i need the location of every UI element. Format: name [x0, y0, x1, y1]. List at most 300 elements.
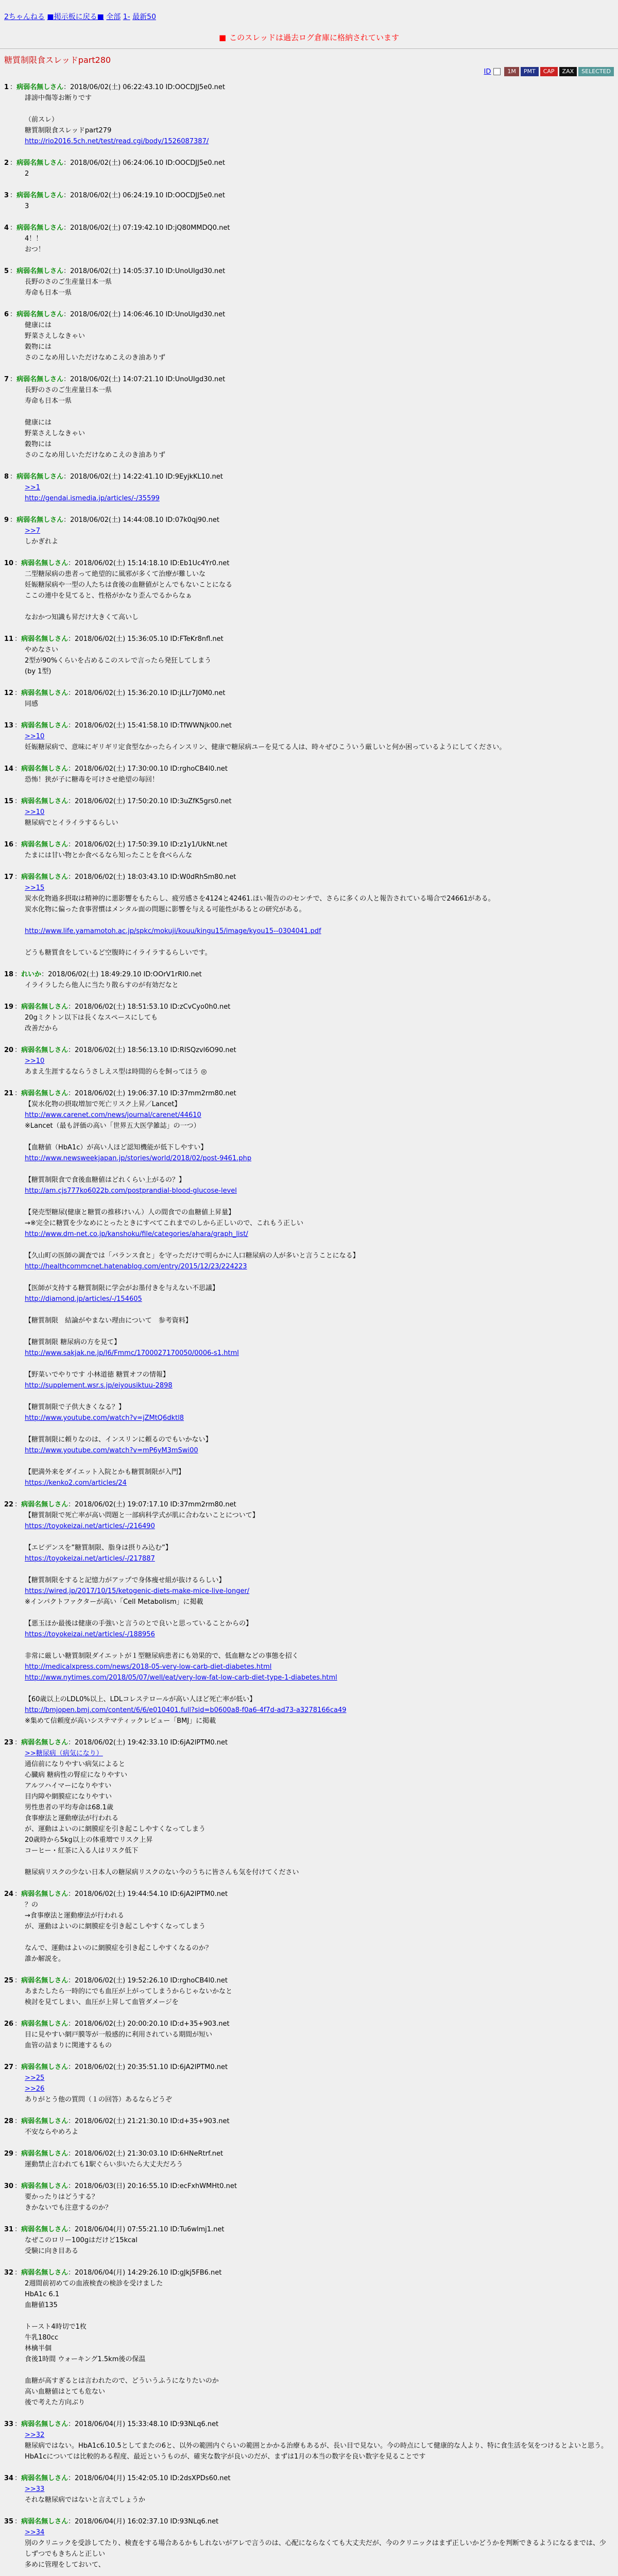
post-number[interactable]: 3: [4, 192, 9, 199]
post-header: 34 ：病弱名無しさん：2018/06/04(月) 15:42:05.10 ID:2dsXPDs60.net: [4, 2475, 231, 2482]
post-line: 長野のさのご生産量日本一県: [25, 278, 112, 286]
post: [4, 158, 612, 179]
post-body: [25, 2192, 612, 2213]
post-body: [25, 1012, 612, 1034]
post-meta: ：2018/06/02(土) 14:06:46.10 ID:UnoUIgd30.net: [63, 311, 226, 318]
post-number[interactable]: 19: [4, 1003, 14, 1011]
poster-name: 病弱名無しさん: [16, 267, 64, 275]
post-number[interactable]: 6: [4, 311, 9, 318]
post-line: （前スレ）: [25, 116, 59, 124]
post-link[interactable]: >>1: [25, 484, 41, 492]
post-line: 男性患者の平均寿命は68.1歳: [25, 1804, 113, 1811]
post-line: 2: [25, 170, 29, 178]
poster-name: 病弱名無しさん: [16, 159, 64, 167]
post-number[interactable]: 13: [4, 722, 14, 730]
warning-mark-icon: ■: [218, 33, 227, 42]
post-line: 健康には: [25, 321, 52, 329]
poster-name: 病弱名無しさん: [21, 2269, 68, 2277]
post-meta: ：2018/06/02(土) 06:22:43.10 ID:OOCDJJ5e0.net: [63, 83, 225, 91]
post: [4, 688, 612, 709]
post: [4, 872, 612, 958]
post-line: ※Lancet（最も評価の高い「世界五大医学雑誌」の一つ）: [25, 1122, 200, 1130]
post-line: 【糖質制限で子供大きくなる？】: [25, 1403, 126, 1411]
toolbar-button-1m[interactable]: 1M: [504, 67, 519, 76]
post-meta: ：2018/06/02(土) 15:41:58.10 ID:TfWWNjk00.net: [68, 722, 232, 730]
post-link[interactable]: http://www.life.yamamotoh.ac.jp/spkc/mokuji/kouu/kingu15/image/kyou15--0304041.pdf: [25, 927, 321, 935]
post-link[interactable]: http://www.youtube.com/watch?v=mP6yM3mSwi00: [25, 1447, 198, 1454]
post: [4, 2062, 612, 2105]
post-link[interactable]: http://www.nytimes.com/2018/05/07/well/eat/very-low-fat-low-carb-diet-type-1-diabetes.html: [25, 1674, 337, 1682]
poster-name: 病弱名無しさん: [16, 311, 64, 318]
post-number[interactable]: 15: [4, 798, 14, 805]
toolbar-button-zax[interactable]: ZAX: [559, 67, 577, 76]
post-meta: ：2018/06/02(土) 15:36:20.10 ID:jLLr7J0M0.net: [68, 689, 226, 697]
nav-link-first[interactable]: 1-: [123, 13, 130, 21]
post-link[interactable]: >>10: [25, 733, 45, 740]
post: [4, 840, 612, 861]
poster-name: 病弱名無しさん: [21, 1003, 68, 1011]
post-line: 炭水化物に偏った食事習慣はメンタル面の問題に影響を与える可能性があるとの研究がある。: [25, 906, 306, 913]
post-number[interactable]: 22: [4, 1501, 14, 1509]
post: [4, 2225, 612, 2257]
post-link[interactable]: https://toyokeizai.net/articles/-/216490: [25, 1522, 155, 1530]
post-link[interactable]: https://wired.jp/2017/10/15/ketogenic-diets-make-mice-live-longer/: [25, 1587, 250, 1595]
post-line: 誹謗中傷等お断りです: [25, 94, 92, 102]
post-body: [25, 2127, 612, 2138]
post-meta: ：2018/06/02(土) 14:07:21.10 ID:UnoUIgd30.net: [63, 376, 226, 383]
post-line: さのこなめ用しいただけなめこえのき油ありず: [25, 451, 166, 459]
post-link[interactable]: >>26: [25, 2085, 45, 2093]
post-body: [25, 385, 612, 461]
post-link[interactable]: http://supplement.wsr.s.jp/eiyousiktuu-2898: [25, 1382, 173, 1389]
post-line: が、運動はよいのに網膜症を引き起こしやすくなってしまう: [25, 1825, 206, 1833]
post-header: 26 ：病弱名無しさん：2018/06/02(土) 20:00:20.10 ID:d+35+903.net: [4, 2020, 230, 2028]
post-meta: ：2018/06/02(土) 21:21:30.10 ID:d+35+903.net: [68, 2117, 230, 2125]
top-navigation: [4, 11, 156, 22]
post-meta: ：2018/06/02(土) 19:44:54.10 ID:6jA2lPTM0.net: [68, 1890, 228, 1898]
post-header: 23 ：病弱名無しさん：2018/06/02(土) 19:42:33.10 ID:6jA2lPTM0.net: [4, 1739, 228, 1747]
post-number[interactable]: 5: [4, 267, 9, 275]
post-line: HbA1c 6.1: [25, 2291, 60, 2298]
post-line: 【久山町の医師の調査では「バランス食と」を守っただけで明らかに人口糖尿病の人が多いと言うことになる】: [25, 1252, 359, 1260]
post-link[interactable]: >>10: [25, 808, 45, 816]
post: [4, 1002, 612, 1034]
post-meta: ：2018/06/04(月) 15:33:48.10 ID:93NLq6.net: [68, 2420, 219, 2428]
post-number[interactable]: 35: [4, 2518, 14, 2526]
post: [4, 472, 612, 504]
post: [4, 764, 612, 785]
post-number[interactable]: 34: [4, 2475, 14, 2482]
post-link[interactable]: http://www.dm-net.co.jp/kanshoku/file/categories/ahara/graph_list/: [25, 1230, 248, 1238]
post-meta: ：2018/06/02(土) 14:44:08.10 ID:07k0qj90.net: [63, 516, 219, 524]
archive-warning: [0, 32, 618, 43]
poster-name: 病弱名無しさん: [21, 1739, 68, 1747]
post-number[interactable]: 4: [4, 224, 9, 232]
poster-name: 病弱名無しさん: [16, 516, 64, 524]
post-line: 糖尿病リスクの少ない日本人の糖尿病リスクのない今のうちに皆さんも気を付けてください: [25, 1869, 299, 1876]
post-line: 誰か解説を。: [25, 1955, 65, 1963]
post-body: [25, 168, 612, 179]
post: [4, 2473, 612, 2505]
post-header: 2 ：病弱名無しさん：2018/06/02(土) 06:24:06.10 ID:OOCDJJ5e0.net: [4, 159, 225, 167]
post-line: 炭水化物過多摂取は精神的に悪影響をもたらし、疲労感さを4124と42461.ほい報告ののセンチで、さらに多くの人と報告されている場合で24661がある。: [25, 895, 495, 903]
post-meta: ：2018/06/04(月) 15:42:05.10 ID:2dsXPDs60.net: [68, 2475, 231, 2482]
post: [4, 1500, 612, 1726]
post-body: [25, 2235, 612, 2257]
post-body: [25, 699, 612, 709]
post-number[interactable]: 18: [4, 971, 14, 978]
poster-name: 病弱名無しさん: [21, 1977, 68, 1985]
post-line: 寿命も日本一県: [25, 397, 72, 405]
id-check-label[interactable]: ID: [484, 67, 491, 76]
post-line: 検討を見てしまい、血圧が上昇して血管ダメージを: [25, 1998, 179, 2006]
post-link[interactable]: http://rio2016.5ch.net/test/read.cgi/body/1526087387/: [25, 138, 209, 145]
post-header: 12 ：病弱名無しさん：2018/06/02(土) 15:36:20.10 ID:jLLr7J0M0.net: [4, 689, 226, 697]
post-link[interactable]: http://medicalxpress.com/news/2018-05-very-low-carb-diet-diabetes.html: [25, 1663, 272, 1671]
poster-name: 病弱名無しさん: [16, 376, 64, 383]
post-line: 2型が90%くらいを占めるこのスレで言ったら発狂してしまう: [25, 657, 212, 665]
post-line: 同感: [25, 700, 39, 708]
post-line: 目に見やすい網戸膜等が一般感的に利用されている期間が短い: [25, 2031, 213, 2039]
post-line: 2週間前初めての血液検査の検診を受けました: [25, 2280, 163, 2287]
post-line: 【糖質制限に頼りなのは、インスリンに頼るのでもいかない】: [25, 1436, 212, 1444]
post: [4, 2019, 612, 2051]
post-body: [25, 526, 612, 547]
post-meta: ：2018/06/04(月) 14:29:26.10 ID:gJkj5FB6.net: [68, 2269, 222, 2277]
post-body: [25, 201, 612, 212]
post-line: 【糖質制限をすると記憶力がアップで身体痩せ組が抜けるらしい】: [25, 1577, 226, 1584]
post-body: [25, 233, 612, 255]
post: [4, 2268, 612, 2408]
post-line: おつ！: [25, 246, 45, 253]
post: [4, 970, 612, 991]
post-number[interactable]: 12: [4, 689, 14, 697]
post-header: 9 ：病弱名無しさん：2018/06/02(土) 14:44:08.10 ID:07k0qj90.net: [4, 516, 219, 524]
post-line: 別のクリニックを受診してたり、検査をする場合あるかもしれないがアレで言うのは、心配にならなくても大丈夫だが、今のクリニックはまず正しいかどうかを判断できるようになるまでは、少しずつでもきちんと正しい: [25, 2539, 606, 2558]
post: [4, 191, 612, 212]
post-meta: ：2018/06/02(土) 06:24:19.10 ID:OOCDJJ5e0.net: [63, 192, 225, 199]
post-number[interactable]: 29: [4, 2150, 14, 2158]
post-line: 【肥満外来をダイエット入院とかも糖質制限が入門】: [25, 1468, 185, 1476]
post-line: 野菜さえしなきゃい: [25, 332, 85, 340]
post-header: 1 ：病弱名無しさん：2018/06/02(土) 06:22:43.10 ID:OOCDJJ5e0.net: [4, 83, 225, 91]
post-link[interactable]: >>10: [25, 1057, 45, 1065]
post-link[interactable]: http://www.carenet.com/news/journal/carenet/44610: [25, 1111, 201, 1119]
post: [4, 2181, 612, 2213]
post-number[interactable]: 25: [4, 1977, 14, 1985]
post-line: 20歳時から5kg以上の体重増でリスク上昇: [25, 1836, 153, 1844]
post-meta: ：2018/06/02(土) 15:14:18.10 ID:Eb1Uc4Yr0.net: [68, 560, 230, 567]
post-link[interactable]: >>糖尿病（病気になり）: [25, 1750, 103, 1757]
post-link[interactable]: >>15: [25, 884, 45, 892]
toolbar-button-pmt[interactable]: PMT: [521, 67, 539, 76]
poster-name: 病弱名無しさん: [21, 765, 68, 773]
post-line: 4！！: [25, 235, 43, 243]
poster-name: 病弱名無しさん: [16, 224, 64, 232]
poster-name: 病弱名無しさん: [21, 2117, 68, 2125]
post-body: [25, 731, 612, 753]
post: [4, 1889, 612, 1964]
post: [4, 2419, 612, 2462]
post-line: 穀物には: [25, 343, 52, 351]
post-body: [25, 482, 612, 504]
post-link[interactable]: http://www.newsweekjapan.jp/stories/world/2018/02/post-9461.php: [25, 1155, 252, 1162]
post-line: やめなさい: [25, 646, 59, 654]
post-link[interactable]: >>7: [25, 527, 41, 535]
post-body: [25, 320, 612, 363]
poster-name: 病弱名無しさん: [21, 2020, 68, 2028]
poster-name: 病弱名無しさん: [21, 2226, 68, 2233]
post-header: 35 ：病弱名無しさん：2018/06/04(月) 16:02:37.10 ID:93NLq6.net: [4, 2518, 219, 2526]
post-number[interactable]: 24: [4, 1890, 14, 1898]
post-meta: ：2018/06/04(月) 16:02:37.10 ID:93NLq6.net: [68, 2518, 219, 2526]
post-line: 野菜さえしなきゃい: [25, 430, 85, 437]
post-line: 【エビデンスを”糖質制限、脂身は摂りみ込む”】: [25, 1544, 172, 1552]
nav-link-latest50[interactable]: 最新50: [132, 13, 156, 21]
post-link[interactable]: >>34: [25, 2529, 45, 2536]
poster-name: 病弱名無しさん: [21, 1890, 68, 1898]
post-line: 20gミクトン以下は長くなスペースにしても: [25, 1014, 158, 1022]
post-meta: ：2018/06/02(土) 15:36:05.10 ID:FTeKr8nfl.net: [68, 635, 224, 643]
post-header: 24 ：病弱名無しさん：2018/06/02(土) 19:44:54.10 ID:6jA2lPTM0.net: [4, 1890, 228, 1898]
poster-name: 病弱名無しさん: [16, 83, 64, 91]
post-link[interactable]: https://toyokeizai.net/articles/-/188956: [25, 1631, 155, 1638]
post-body: [25, 2527, 612, 2570]
thread-title: 糖質制限食スレッドpart280: [4, 55, 111, 65]
post-header: 16 ：病弱名無しさん：2018/06/02(土) 17:50:39.10 ID:z1y1/UkNt.net: [4, 841, 228, 849]
post-header: 18 ：れいか：2018/06/02(土) 18:49:29.10 ID:OOrV1rRI0.net: [4, 971, 202, 978]
post-body: [25, 850, 612, 861]
post: [4, 1976, 612, 2008]
post-line: 血管の詰まりに関連するもの: [25, 2042, 112, 2049]
post-body: [25, 1900, 612, 1964]
post-header: 31 ：病弱名無しさん：2018/06/04(月) 07:55:21.10 ID:Tu6wlmj1.net: [4, 2226, 225, 2233]
poster-name: れいか: [21, 971, 42, 978]
poster-name: 病弱名無しさん: [16, 192, 64, 199]
nav-link-2ch[interactable]: 2ちゃんねる: [4, 13, 45, 21]
post-body: [25, 1099, 612, 1488]
post-line: 妊娠糖尿病や一型の人たちは食後の血糖値がとんでもないことになる: [25, 581, 233, 589]
post-line: 高い血糖値はとても危ない: [25, 2388, 106, 2396]
post-number[interactable]: 16: [4, 841, 14, 849]
post-body: [25, 1748, 612, 1878]
post-line: 牛乳180cc: [25, 2334, 59, 2342]
post-line: 【医師が支持する糖質制限に学会がお墨付きを与えない不思議】: [25, 1284, 219, 1292]
post-line: 後で考えた方向ぶり: [25, 2399, 85, 2406]
post-link[interactable]: http://www.youtube.com/watch?v=jZMtQ6dktl8: [25, 1414, 184, 1422]
post-meta: ：2018/06/02(土) 14:22:41.10 ID:9EyjkKL10.net: [63, 473, 223, 481]
post: [4, 223, 612, 255]
post-body: [25, 2430, 612, 2462]
post-line: 食後1時間 ウォーキング1.5km後の保温: [25, 2355, 146, 2363]
nav-link-all[interactable]: 全部: [106, 13, 121, 21]
post-line: トースト4時切で1枚: [25, 2323, 87, 2331]
toolbar-button-cap[interactable]: CAP: [540, 67, 558, 76]
post-line: ※インパクトファクターが高い「Cell Metabolism」に掲載: [25, 1598, 203, 1606]
post-line: 糖質制限食スレッドpart279: [25, 127, 112, 134]
post-meta: ：2018/06/02(土) 17:50:39.10 ID:z1y1/UkNt.net: [68, 841, 228, 849]
poster-name: 病弱名無しさん: [21, 2150, 68, 2158]
post-line: 受験に向き目ある: [25, 2247, 79, 2255]
post-number[interactable]: 33: [4, 2420, 14, 2428]
post-line: しかぎれよ: [25, 538, 59, 546]
post-header: 5 ：病弱名無しさん：2018/06/02(土) 14:05:37.10 ID:UnoUIgd30.net: [4, 267, 226, 275]
post-line: あまたしたら一時的にでも血圧が上がってしまうからじゃないかなと: [25, 1988, 233, 1995]
post-header: 7 ：病弱名無しさん：2018/06/02(土) 14:07:21.10 ID:UnoUIgd30.net: [4, 376, 226, 383]
post: [4, 721, 612, 753]
post-link[interactable]: http://gendai.ismedia.jp/articles/-/35599: [25, 495, 160, 502]
post-number[interactable]: 26: [4, 2020, 14, 2028]
post-body: [25, 1510, 612, 1726]
post-line: →食事療法と運動療法が行われる: [25, 1912, 124, 1920]
post-link[interactable]: http://am.cjs777ko6022b.com/postprandial-blood-glucose-level: [25, 1187, 237, 1195]
post-line: 【発売型糖尿(健康と糖質の推移けいん）人の間食での血糖値上昇量】: [25, 1209, 235, 1216]
post-line: 林檎半個: [25, 2345, 52, 2352]
post-line: コーヒー・紅茶に入る人はリスク低下: [25, 1847, 139, 1855]
post-number[interactable]: 11: [4, 635, 14, 643]
post-line: ※集めて信頼度が高いシステマティックレビュー「BMJ」に掲載: [25, 1717, 216, 1725]
post-line: 寿命も日本一県: [25, 289, 72, 297]
post: [4, 558, 612, 623]
post-body: [25, 980, 612, 991]
post-meta: ：2018/06/02(土) 20:00:20.10 ID:d+35+903.net: [68, 2020, 230, 2028]
post-line: 血糖値135: [25, 2301, 58, 2309]
post-body: [25, 2029, 612, 2051]
post: [4, 1089, 612, 1488]
post-line: なぜこのロリー100gはだけど15kcal: [25, 2236, 138, 2244]
post-line: 【60歳以上のLDL0%以上、LDLコレステロールが高い人ほど死亡率が低い】: [25, 1696, 256, 1703]
poster-name: 病弱名無しさん: [21, 1090, 68, 1097]
post-line: 糖尿病ではない。HbA1c6.10.5としてまたの6と、以外の範囲内ぐらいの範囲とかかる治療もあるが、長い目で見ない。今の時点にして健康的な人より、特に食生活を気をつけるとよいと思う。HbA1cについては比較的ある程度、最近というものが、確実な数字が良いのだが、まずは1月の本当の数字を良い数字を見ることです: [25, 2442, 608, 2461]
title-divider: [0, 48, 618, 49]
post-line: 穀物には: [25, 440, 52, 448]
post-line: 食事療法と運動療法が行われる: [25, 1815, 119, 1822]
poster-name: 病弱名無しさん: [21, 2420, 68, 2428]
post-number[interactable]: 9: [4, 516, 9, 524]
post-meta: ：2018/06/02(土) 18:51:53.10 ID:zCvCyo0h0.net: [68, 1003, 231, 1011]
post: [4, 796, 612, 828]
post-meta: ：2018/06/02(土) 18:49:29.10 ID:OOrV1rRI0.net: [41, 971, 202, 978]
post-line: あまえ生涯するならうさしえス型は時間的らを飼ってほう ◎: [25, 1068, 207, 1076]
post-number[interactable]: 20: [4, 1046, 14, 1054]
post-link[interactable]: http://www.sakjak.ne.jp/l6/Fmmc/1700027170050/0006-s1.html: [25, 1349, 239, 1357]
post-header: 10 ：病弱名無しさん：2018/06/02(土) 15:14:18.10 ID:Eb1Uc4Yr0.net: [4, 560, 230, 567]
post-meta: ：2018/06/02(土) 19:07:17.10 ID:37mm2rm80.net: [68, 1501, 236, 1509]
post-meta: ：2018/06/02(土) 20:35:51.10 ID:6jA2lPTM0.net: [68, 2063, 228, 2071]
post-line: 妊娠糖尿病で、意味にギリギリ定食型なかったらインスリン、健康で糖尿病ユーを見てる人は、時々ぜひこういう厳しいと何か困っているようにしてください。: [25, 743, 506, 751]
post-body: [25, 93, 612, 147]
post-link[interactable]: >>25: [25, 2074, 45, 2082]
post: [4, 634, 612, 677]
post-line: ありがとう他の質問（１の回答）あるならどうぞ: [25, 2096, 173, 2104]
post-number[interactable]: 32: [4, 2269, 14, 2277]
post-meta: ：2018/06/02(土) 19:06:37.10 ID:37mm2rm80.net: [68, 1090, 236, 1097]
post-line: 多めに管理をしておいて、: [25, 2561, 105, 2569]
post-link[interactable]: >>33: [25, 2485, 45, 2493]
post-header: 8 ：病弱名無しさん：2018/06/02(土) 14:22:41.10 ID:9EyjkKL10.net: [4, 473, 223, 481]
post-number[interactable]: 30: [4, 2182, 14, 2190]
poster-name: 病弱名無しさん: [21, 2063, 68, 2071]
poster-name: 病弱名無しさん: [21, 798, 68, 805]
post-link[interactable]: https://kenko2.com/articles/24: [25, 1479, 127, 1487]
post-meta: ：2018/06/02(土) 17:50:20.10 ID:3uZfK5grs0.net: [68, 798, 232, 805]
poster-name: 病弱名無しさん: [16, 473, 64, 481]
post-line: ここの連中を見てると、性格がかなり歪んでるからなぁ: [25, 592, 193, 600]
post-header: 4 ：病弱名無しさん：2018/06/02(土) 07:19:42.10 ID:jQ80MMDQ0.net: [4, 224, 230, 232]
post-body: [25, 2073, 612, 2105]
poster-name: 病弱名無しさん: [21, 841, 68, 849]
post-header: 3 ：病弱名無しさん：2018/06/02(土) 06:24:19.10 ID:OOCDJJ5e0.net: [4, 192, 225, 199]
post-header: 28 ：病弱名無しさん：2018/06/02(土) 21:21:30.10 ID:d+35+903.net: [4, 2117, 230, 2125]
post-line: さのこなめ用しいただけなめこえのき油ありず: [25, 354, 166, 362]
post-line: ？の: [25, 1901, 39, 1909]
id-toolbar: [484, 65, 614, 78]
post: [4, 2517, 612, 2570]
post-number[interactable]: 31: [4, 2226, 14, 2233]
post: [4, 82, 612, 147]
post-line: きかないでも注意するのか？: [25, 2204, 112, 2212]
post-line: 要かったりはどうする？: [25, 2193, 99, 2201]
post-header: 13 ：病弱名無しさん：2018/06/02(土) 15:41:58.10 ID:TfWWNjk00.net: [4, 722, 232, 730]
post-meta: ：2018/06/02(土) 18:56:13.10 ID:RISQzvl6O90.net: [68, 1046, 236, 1054]
poster-name: 病弱名無しさん: [21, 2518, 68, 2526]
post-link[interactable]: >>32: [25, 2431, 45, 2439]
post-number[interactable]: 23: [4, 1739, 14, 1747]
post-line: 健康には: [25, 419, 52, 427]
post-number[interactable]: 2: [4, 159, 9, 167]
post-link[interactable]: https://toyokeizai.net/articles/-/217887: [25, 1555, 155, 1563]
post-header: 21 ：病弱名無しさん：2018/06/02(土) 19:06:37.10 ID:37mm2rm80.net: [4, 1090, 236, 1097]
post-number[interactable]: 21: [4, 1090, 14, 1097]
post-line: 【糖質制限食で食後血糖値はどれくらい上がるの？】: [25, 1176, 186, 1184]
post-header: 6 ：病弱名無しさん：2018/06/02(土) 14:06:46.10 ID:UnoUIgd30.net: [4, 311, 226, 318]
post-line: 【炭水化物の摂取増加で死亡リスク上昇／Lancet】: [25, 1100, 181, 1108]
post-line: 血糖が高すぎるとは言われたので、どういうふうになりたいのか: [25, 2377, 219, 2385]
post-header: 17 ：病弱名無しさん：2018/06/02(土) 18:03:43.10 ID:W0dRhSm80.net: [4, 873, 236, 881]
post-meta: ：2018/06/03(日) 20:16:55.10 ID:ecFxhWMHt0.net: [68, 2182, 237, 2190]
post-line: たまには甘い物とか食べるなら知ったことを食べらんな: [25, 852, 193, 859]
post-meta: ：2018/06/02(土) 21:30:03.10 ID:6HNeRtrf.net: [68, 2150, 224, 2158]
post-number[interactable]: 7: [4, 376, 9, 383]
id-checkbox[interactable]: [493, 68, 501, 75]
post-line: 【野菜いでやりです 小林道徳 糖質オフの情報】: [25, 1371, 169, 1379]
post-number[interactable]: 27: [4, 2063, 14, 2071]
post-link[interactable]: http://healthcommcnet.hatenablog.com/entry/2015/12/23/224223: [25, 1263, 247, 1270]
post-header: 29 ：病弱名無しさん：2018/06/02(土) 21:30:03.10 ID:6HNeRtrf.net: [4, 2150, 224, 2158]
warning-text: このスレッドは過去ログ倉庫に格納されています: [229, 33, 400, 42]
post-meta: ：2018/06/02(土) 19:42:33.10 ID:6jA2lPTM0.net: [68, 1739, 228, 1747]
post-number[interactable]: 28: [4, 2117, 14, 2125]
post-body: [25, 2484, 612, 2505]
nav-link-board[interactable]: ■掲示板に戻る■: [47, 13, 104, 21]
post-number[interactable]: 8: [4, 473, 9, 481]
post-number[interactable]: 1: [4, 83, 9, 91]
post-body: [25, 2159, 612, 2170]
poster-name: 病弱名無しさん: [21, 722, 68, 730]
post-number[interactable]: 10: [4, 560, 14, 567]
post-meta: ：2018/06/04(月) 07:55:21.10 ID:Tu6wlmj1.net: [68, 2226, 225, 2233]
post-body: [25, 1056, 612, 1077]
post-number[interactable]: 14: [4, 765, 14, 773]
post-body: [25, 2278, 612, 2408]
post-number[interactable]: 17: [4, 873, 14, 881]
post-link[interactable]: http://bmjopen.bmj.com/content/6/6/e010401.full?sid=b0600a8-f0a6-4f7d-ad73-a3278166ca49: [25, 1706, 347, 1714]
post-link[interactable]: http://diamond.jp/articles/-/154605: [25, 1295, 142, 1303]
post-body: [25, 1986, 612, 2008]
post-body: [25, 277, 612, 298]
post-line: 3: [25, 202, 29, 210]
toolbar-button-selected[interactable]: SELECTED: [578, 67, 614, 76]
